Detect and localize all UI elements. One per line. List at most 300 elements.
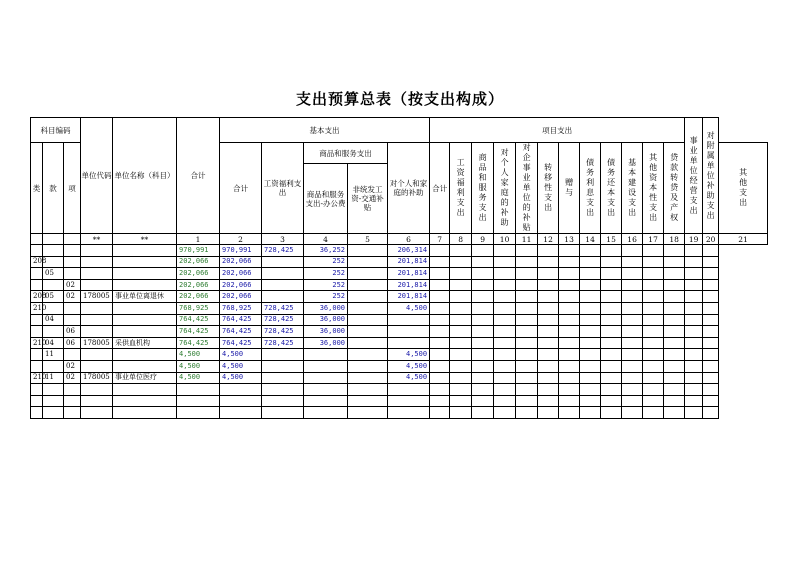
row-empty-cell bbox=[472, 337, 494, 349]
row-empty-cell bbox=[450, 384, 472, 396]
row-empty-cell bbox=[450, 256, 472, 268]
table-row bbox=[31, 245, 768, 257]
row-kuan bbox=[43, 245, 64, 257]
row-empty-cell bbox=[685, 291, 703, 303]
row-personal: 201,814 bbox=[388, 256, 430, 268]
row-total: 202,066 bbox=[177, 268, 220, 280]
row-empty-cell bbox=[580, 384, 601, 396]
row-xiang: 02 bbox=[64, 291, 81, 303]
index-cell: 12 bbox=[538, 234, 559, 245]
row-total: 4,500 bbox=[177, 360, 220, 372]
header-personal: 对个人和家庭的补助 bbox=[388, 143, 430, 234]
row-basic-total: 4,500 bbox=[220, 360, 262, 372]
row-empty-cell bbox=[622, 372, 643, 384]
row-empty-cell bbox=[685, 245, 703, 257]
row-empty-cell bbox=[472, 245, 494, 257]
row-empty-cell bbox=[516, 314, 538, 326]
row-wage bbox=[262, 291, 304, 303]
row-unit-name bbox=[113, 256, 177, 268]
row-wage bbox=[262, 395, 304, 407]
row-empty-cell bbox=[643, 326, 664, 338]
row-xiang bbox=[64, 245, 81, 257]
row-empty-cell bbox=[703, 245, 719, 257]
row-total: 764,425 bbox=[177, 337, 220, 349]
row-empty-cell bbox=[516, 302, 538, 314]
row-empty-cell bbox=[622, 360, 643, 372]
row-empty-cell bbox=[643, 245, 664, 257]
row-empty-cell bbox=[685, 302, 703, 314]
row-kuan bbox=[43, 360, 64, 372]
row-empty-cell bbox=[664, 360, 685, 372]
table-row bbox=[31, 372, 768, 384]
row-empty-cell bbox=[538, 268, 559, 280]
row-unit-name bbox=[113, 245, 177, 257]
table-row bbox=[31, 407, 768, 419]
row-empty-cell bbox=[494, 256, 516, 268]
index-cell: 10 bbox=[494, 234, 516, 245]
header-project-capital: 其他资本性支出 bbox=[643, 143, 664, 234]
header-project-expenditure: 项目支出 bbox=[430, 118, 685, 143]
row-empty-cell bbox=[450, 407, 472, 419]
row-empty-cell bbox=[559, 349, 580, 361]
row-empty-cell bbox=[664, 326, 685, 338]
row-xiang bbox=[64, 349, 81, 361]
row-empty-cell bbox=[580, 372, 601, 384]
table-row bbox=[31, 337, 768, 349]
row-unit-name bbox=[113, 395, 177, 407]
row-traffic bbox=[348, 349, 388, 361]
row-empty-cell bbox=[494, 407, 516, 419]
index-cell: 14 bbox=[580, 234, 601, 245]
row-empty-cell bbox=[664, 395, 685, 407]
row-empty-cell bbox=[580, 349, 601, 361]
row-personal bbox=[388, 337, 430, 349]
row-empty-cell bbox=[685, 349, 703, 361]
row-personal: 4,500 bbox=[388, 372, 430, 384]
row-empty-cell bbox=[430, 384, 450, 396]
row-empty-cell bbox=[430, 245, 450, 257]
table-row bbox=[31, 279, 768, 291]
row-empty-cell bbox=[494, 360, 516, 372]
index-cell: 6 bbox=[388, 234, 430, 245]
page-title: 支出预算总表（按支出构成） bbox=[295, 90, 504, 108]
row-empty-cell bbox=[430, 407, 450, 419]
header-subject-code: 科目编码 bbox=[31, 118, 81, 143]
header-subsidy: 对附属单位补助支出 bbox=[703, 118, 719, 234]
table-row bbox=[31, 326, 768, 338]
row-total: 202,066 bbox=[177, 279, 220, 291]
row-kuan: 04 bbox=[43, 314, 64, 326]
row-unit-code bbox=[81, 349, 113, 361]
row-traffic bbox=[348, 326, 388, 338]
row-office: 252 bbox=[304, 268, 348, 280]
index-cell: 18 bbox=[664, 234, 685, 245]
row-empty-cell bbox=[516, 349, 538, 361]
row-empty-cell bbox=[430, 291, 450, 303]
row-basic-total: 764,425 bbox=[220, 337, 262, 349]
row-empty-cell bbox=[516, 326, 538, 338]
row-lei bbox=[31, 268, 43, 280]
header-project-construction: 基本建设支出 bbox=[622, 143, 643, 234]
row-empty-cell bbox=[450, 372, 472, 384]
header-lei: 类 bbox=[31, 143, 43, 234]
row-unit-code bbox=[81, 360, 113, 372]
row-empty-cell bbox=[538, 384, 559, 396]
row-empty-cell bbox=[430, 256, 450, 268]
row-unit-code bbox=[81, 326, 113, 338]
row-empty-cell bbox=[559, 384, 580, 396]
header-project-loan: 贷款转贷及产权 bbox=[664, 143, 685, 234]
row-empty-cell bbox=[643, 314, 664, 326]
row-empty-cell bbox=[430, 395, 450, 407]
row-lei: 208 bbox=[31, 256, 43, 268]
row-empty-cell bbox=[580, 291, 601, 303]
row-empty-cell bbox=[450, 245, 472, 257]
row-empty-cell bbox=[559, 268, 580, 280]
row-empty-cell bbox=[664, 384, 685, 396]
index-cell: 17 bbox=[643, 234, 664, 245]
header-total: 合计 bbox=[177, 118, 220, 234]
row-wage: 728,425 bbox=[262, 337, 304, 349]
row-office bbox=[304, 372, 348, 384]
row-empty-cell bbox=[685, 326, 703, 338]
row-xiang: 02 bbox=[64, 372, 81, 384]
row-unit-code bbox=[81, 256, 113, 268]
row-office bbox=[304, 407, 348, 419]
row-empty-cell bbox=[685, 395, 703, 407]
row-empty-cell bbox=[601, 372, 622, 384]
row-basic-total bbox=[220, 384, 262, 396]
row-kuan bbox=[43, 395, 64, 407]
row-empty-cell bbox=[703, 279, 719, 291]
row-personal: 201,814 bbox=[388, 279, 430, 291]
row-traffic bbox=[348, 360, 388, 372]
index-cell: ** bbox=[81, 234, 113, 245]
row-unit-name: 采供血机构 bbox=[113, 337, 177, 349]
row-kuan bbox=[43, 407, 64, 419]
row-office: 252 bbox=[304, 291, 348, 303]
row-empty-cell bbox=[601, 245, 622, 257]
row-empty-cell bbox=[559, 395, 580, 407]
row-empty-cell bbox=[703, 268, 719, 280]
row-basic-total: 4,500 bbox=[220, 349, 262, 361]
row-unit-name bbox=[113, 268, 177, 280]
row-empty-cell bbox=[664, 349, 685, 361]
row-empty-cell bbox=[472, 268, 494, 280]
row-wage bbox=[262, 279, 304, 291]
row-empty-cell bbox=[643, 407, 664, 419]
row-kuan: 11 bbox=[43, 349, 64, 361]
row-empty-cell bbox=[580, 279, 601, 291]
row-unit-name bbox=[113, 326, 177, 338]
row-empty-cell bbox=[472, 349, 494, 361]
row-unit-name bbox=[113, 314, 177, 326]
row-empty-cell bbox=[580, 268, 601, 280]
row-empty-cell bbox=[685, 360, 703, 372]
row-wage bbox=[262, 360, 304, 372]
row-empty-cell bbox=[580, 302, 601, 314]
row-empty-cell bbox=[622, 314, 643, 326]
row-kuan bbox=[43, 279, 64, 291]
row-empty-cell bbox=[450, 360, 472, 372]
header-wage: 工资福利支出 bbox=[262, 143, 304, 234]
row-personal: 4,500 bbox=[388, 302, 430, 314]
row-traffic bbox=[348, 395, 388, 407]
row-empty-cell bbox=[643, 360, 664, 372]
row-empty-cell bbox=[703, 360, 719, 372]
row-empty-cell bbox=[664, 279, 685, 291]
row-total: 970,991 bbox=[177, 245, 220, 257]
row-xiang bbox=[64, 302, 81, 314]
index-cell: 7 bbox=[430, 234, 450, 245]
row-empty-cell bbox=[601, 360, 622, 372]
row-empty-cell bbox=[643, 384, 664, 396]
row-empty-cell bbox=[601, 291, 622, 303]
row-empty-cell bbox=[685, 314, 703, 326]
index-cell: 8 bbox=[450, 234, 472, 245]
row-xiang: 02 bbox=[64, 279, 81, 291]
row-empty-cell bbox=[664, 372, 685, 384]
row-office: 36,000 bbox=[304, 302, 348, 314]
row-personal: 206,314 bbox=[388, 245, 430, 257]
budget-table bbox=[30, 117, 768, 419]
header-project-enterprise: 对企事业单位的补贴 bbox=[516, 143, 538, 234]
row-total: 202,066 bbox=[177, 291, 220, 303]
row-empty-cell bbox=[622, 337, 643, 349]
row-lei bbox=[31, 360, 43, 372]
index-cell-blank bbox=[43, 234, 64, 245]
index-cell: 2 bbox=[220, 234, 262, 245]
row-empty-cell bbox=[430, 372, 450, 384]
row-empty-cell bbox=[538, 337, 559, 349]
header-goods: 商品和服务支出 bbox=[304, 143, 388, 164]
row-empty-cell bbox=[516, 268, 538, 280]
row-empty-cell bbox=[494, 337, 516, 349]
row-basic-total: 202,066 bbox=[220, 291, 262, 303]
row-xiang: 06 bbox=[64, 326, 81, 338]
row-personal: 4,500 bbox=[388, 360, 430, 372]
row-total: 768,925 bbox=[177, 302, 220, 314]
row-empty-cell bbox=[685, 256, 703, 268]
row-empty-cell bbox=[559, 407, 580, 419]
table-row bbox=[31, 256, 768, 268]
row-empty-cell bbox=[494, 372, 516, 384]
row-unit-code bbox=[81, 279, 113, 291]
row-empty-cell bbox=[450, 326, 472, 338]
row-empty-cell bbox=[664, 256, 685, 268]
row-empty-cell bbox=[472, 360, 494, 372]
index-cell: 9 bbox=[472, 234, 494, 245]
row-empty-cell bbox=[580, 245, 601, 257]
row-personal bbox=[388, 314, 430, 326]
row-empty-cell bbox=[538, 395, 559, 407]
index-cell: 4 bbox=[304, 234, 348, 245]
row-empty-cell bbox=[580, 326, 601, 338]
row-empty-cell bbox=[559, 314, 580, 326]
row-empty-cell bbox=[450, 349, 472, 361]
row-office bbox=[304, 360, 348, 372]
row-empty-cell bbox=[622, 395, 643, 407]
row-empty-cell bbox=[472, 314, 494, 326]
row-empty-cell bbox=[516, 407, 538, 419]
index-cell: 5 bbox=[348, 234, 388, 245]
row-traffic bbox=[348, 384, 388, 396]
row-unit-code: 178005 bbox=[81, 337, 113, 349]
row-unit-name bbox=[113, 302, 177, 314]
row-traffic bbox=[348, 407, 388, 419]
row-empty-cell bbox=[472, 279, 494, 291]
row-empty-cell bbox=[622, 326, 643, 338]
row-basic-total: 202,066 bbox=[220, 279, 262, 291]
row-traffic bbox=[348, 291, 388, 303]
row-traffic bbox=[348, 337, 388, 349]
row-empty-cell bbox=[559, 337, 580, 349]
row-total: 202,066 bbox=[177, 256, 220, 268]
row-kuan bbox=[43, 326, 64, 338]
row-empty-cell bbox=[601, 384, 622, 396]
row-empty-cell bbox=[494, 326, 516, 338]
row-unit-code: 178005 bbox=[81, 291, 113, 303]
row-basic-total bbox=[220, 395, 262, 407]
row-empty-cell bbox=[472, 384, 494, 396]
row-empty-cell bbox=[472, 407, 494, 419]
row-lei bbox=[31, 326, 43, 338]
row-kuan bbox=[43, 384, 64, 396]
row-empty-cell bbox=[559, 372, 580, 384]
row-empty-cell bbox=[703, 372, 719, 384]
index-cell-blank bbox=[64, 234, 81, 245]
row-empty-cell bbox=[601, 279, 622, 291]
row-empty-cell bbox=[703, 326, 719, 338]
row-empty-cell bbox=[494, 302, 516, 314]
row-empty-cell bbox=[538, 256, 559, 268]
index-cell: 11 bbox=[516, 234, 538, 245]
row-empty-cell bbox=[703, 407, 719, 419]
row-total bbox=[177, 395, 220, 407]
row-empty-cell bbox=[703, 395, 719, 407]
row-unit-name: 事业单位医疗 bbox=[113, 372, 177, 384]
row-traffic bbox=[348, 279, 388, 291]
row-empty-cell bbox=[559, 245, 580, 257]
row-xiang bbox=[64, 268, 81, 280]
row-empty-cell bbox=[516, 279, 538, 291]
index-cell-blank bbox=[31, 234, 43, 245]
row-empty-cell bbox=[703, 291, 719, 303]
row-empty-cell bbox=[580, 256, 601, 268]
index-cell: 20 bbox=[703, 234, 719, 245]
row-empty-cell bbox=[538, 291, 559, 303]
row-xiang bbox=[64, 256, 81, 268]
row-empty-cell bbox=[538, 360, 559, 372]
row-lei: 210 bbox=[31, 337, 43, 349]
row-empty-cell bbox=[494, 314, 516, 326]
row-personal: 201,814 bbox=[388, 291, 430, 303]
row-total bbox=[177, 407, 220, 419]
header-project-repay: 债务还本支出 bbox=[601, 143, 622, 234]
table-row bbox=[31, 349, 768, 361]
index-cell: 13 bbox=[559, 234, 580, 245]
row-empty-cell bbox=[494, 384, 516, 396]
row-empty-cell bbox=[516, 291, 538, 303]
index-cell: ** bbox=[113, 234, 177, 245]
row-unit-name bbox=[113, 360, 177, 372]
index-cell: 19 bbox=[685, 234, 703, 245]
row-total bbox=[177, 384, 220, 396]
row-empty-cell bbox=[450, 268, 472, 280]
row-basic-total bbox=[220, 407, 262, 419]
index-cell: 15 bbox=[601, 234, 622, 245]
index-cell: 3 bbox=[262, 234, 304, 245]
row-personal: 201,814 bbox=[388, 268, 430, 280]
row-empty-cell bbox=[516, 245, 538, 257]
row-traffic bbox=[348, 245, 388, 257]
header-kuan: 款 bbox=[43, 143, 64, 234]
row-office bbox=[304, 384, 348, 396]
row-empty-cell bbox=[643, 279, 664, 291]
row-lei: 210 bbox=[31, 302, 43, 314]
row-empty-cell bbox=[430, 360, 450, 372]
row-empty-cell bbox=[643, 395, 664, 407]
row-empty-cell bbox=[538, 279, 559, 291]
row-empty-cell bbox=[559, 256, 580, 268]
row-empty-cell bbox=[685, 407, 703, 419]
table-row bbox=[31, 384, 768, 396]
row-empty-cell bbox=[664, 245, 685, 257]
row-office: 36,252 bbox=[304, 245, 348, 257]
row-lei: 210 bbox=[31, 372, 43, 384]
row-empty-cell bbox=[450, 302, 472, 314]
row-empty-cell bbox=[622, 407, 643, 419]
row-empty-cell bbox=[601, 326, 622, 338]
header-project-transfer: 转移性支出 bbox=[538, 143, 559, 234]
row-empty-cell bbox=[601, 314, 622, 326]
row-empty-cell bbox=[450, 279, 472, 291]
row-total: 764,425 bbox=[177, 314, 220, 326]
header-project-other: 其他支出 bbox=[719, 143, 768, 234]
row-empty-cell bbox=[430, 302, 450, 314]
row-xiang bbox=[64, 407, 81, 419]
table-row bbox=[31, 291, 768, 303]
row-lei bbox=[31, 384, 43, 396]
row-wage bbox=[262, 256, 304, 268]
row-empty-cell bbox=[664, 302, 685, 314]
row-unit-name bbox=[113, 279, 177, 291]
row-wage bbox=[262, 384, 304, 396]
header-operating: 事业单位经营支出 bbox=[685, 118, 703, 234]
row-empty-cell bbox=[450, 314, 472, 326]
row-wage bbox=[262, 372, 304, 384]
row-total: 4,500 bbox=[177, 372, 220, 384]
row-wage: 728,425 bbox=[262, 314, 304, 326]
row-empty-cell bbox=[430, 268, 450, 280]
row-office: 36,000 bbox=[304, 326, 348, 338]
row-empty-cell bbox=[494, 245, 516, 257]
row-empty-cell bbox=[538, 349, 559, 361]
row-empty-cell bbox=[601, 349, 622, 361]
row-empty-cell bbox=[472, 291, 494, 303]
row-empty-cell bbox=[450, 337, 472, 349]
row-traffic bbox=[348, 268, 388, 280]
index-cell: 1 bbox=[177, 234, 220, 245]
row-personal: 4,500 bbox=[388, 349, 430, 361]
row-office bbox=[304, 395, 348, 407]
row-empty-cell bbox=[430, 314, 450, 326]
row-empty-cell bbox=[622, 384, 643, 396]
row-empty-cell bbox=[580, 337, 601, 349]
table-row bbox=[31, 360, 768, 372]
row-unit-name: 事业单位离退休 bbox=[113, 291, 177, 303]
row-lei bbox=[31, 349, 43, 361]
